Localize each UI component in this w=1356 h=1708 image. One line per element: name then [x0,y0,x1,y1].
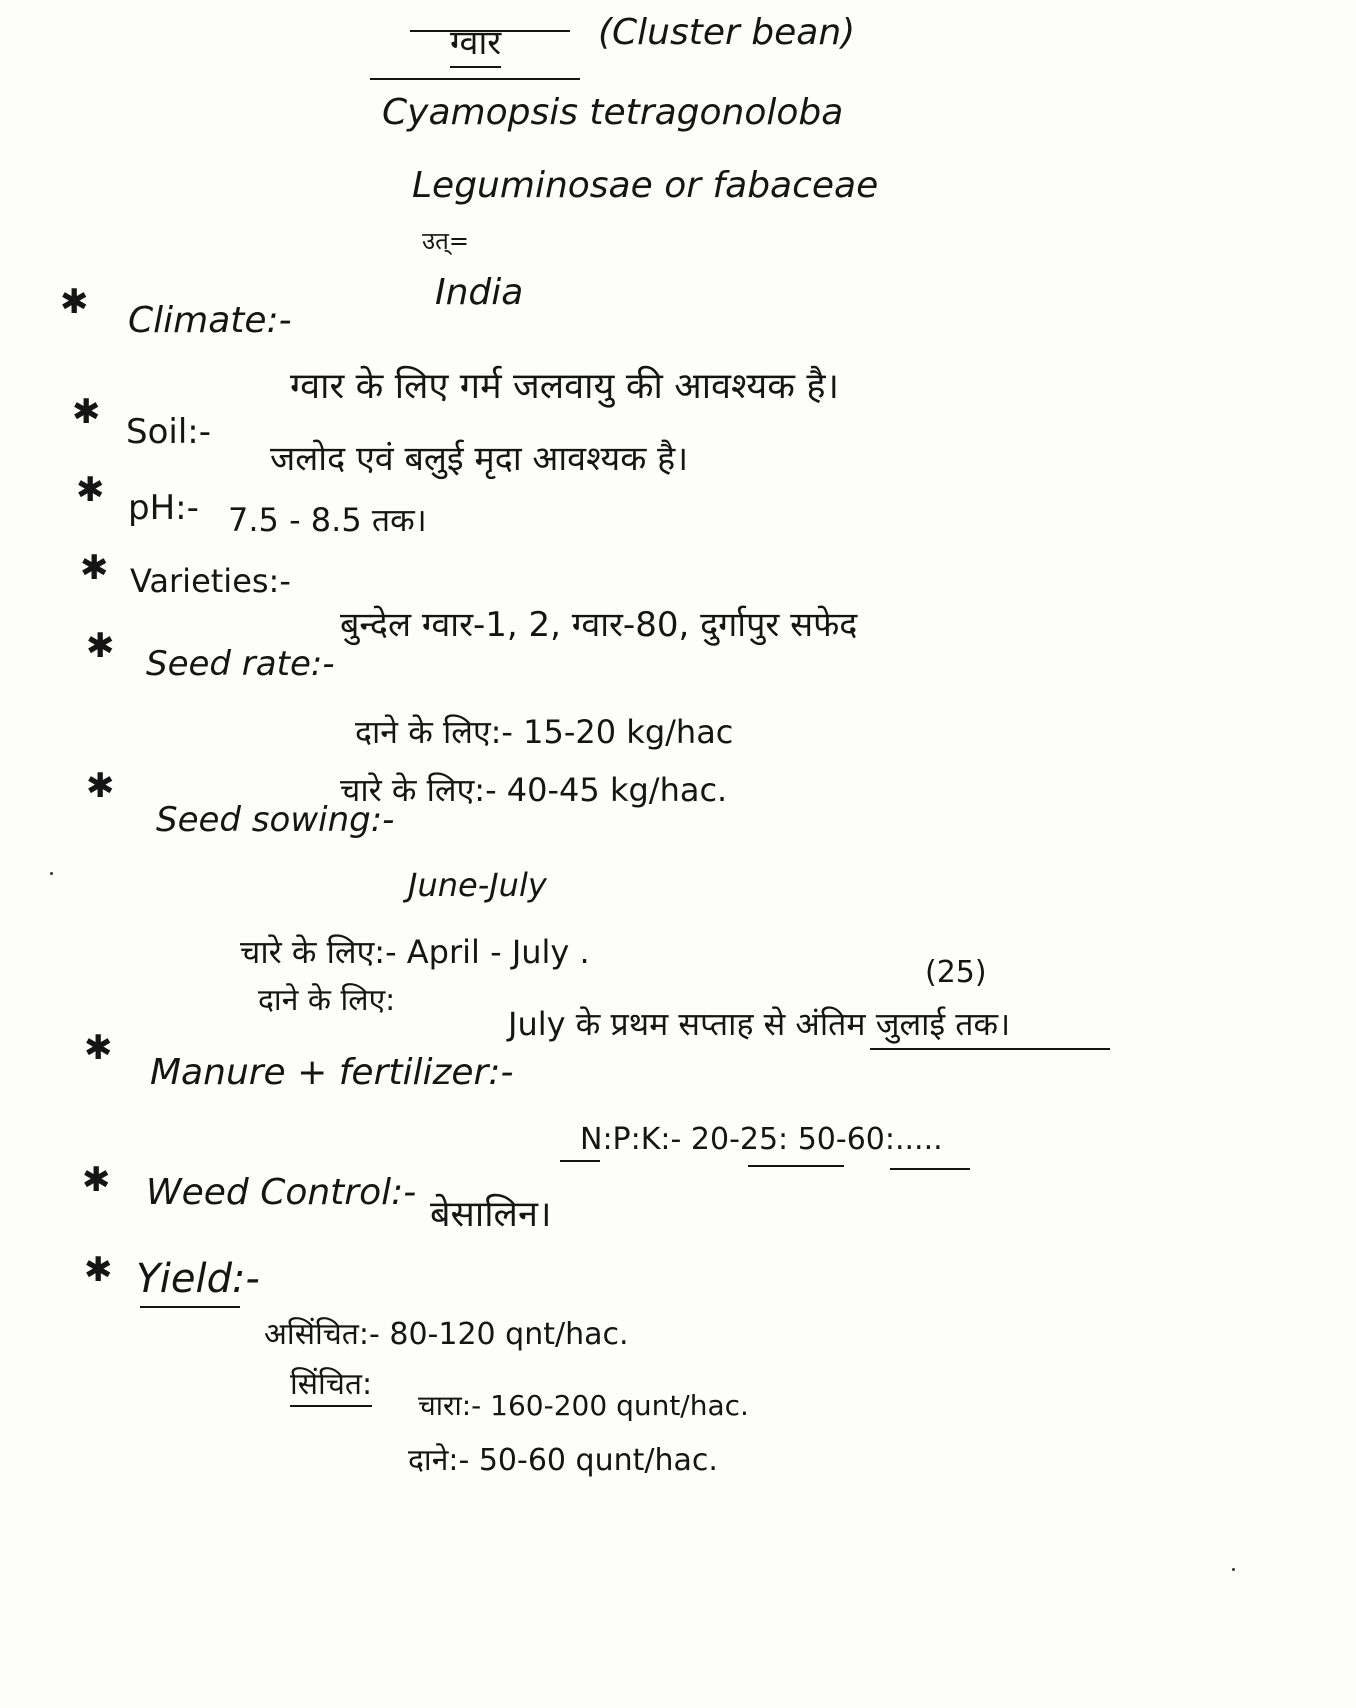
varieties-label: Varieties:- [130,562,291,600]
botanical-name: Cyamopsis tetragonoloba [382,92,844,133]
manure-npk: N:P:K:- 20-25: 50-60:..... [580,1122,943,1157]
yield-irrigated-label: सिंचित: [290,1362,372,1407]
yield-label: Yield:- [136,1256,260,1302]
varieties-text: बुन्देल ग्वार-1, 2, ग्वार-80, दुर्गापुर सफेद [340,605,858,645]
seed-sowing-label: Seed sowing:- [156,800,395,840]
bullet-star-icon: ✱ [76,470,105,510]
ph-label: pH:- [128,488,199,528]
manure-label: Manure + fertilizer:- [150,1052,514,1093]
seed-sowing-season: June-July [408,866,547,904]
paper-speck [50,872,53,875]
seed-sowing-grain-text: July के प्रथम सप्ताह से अंतिम जुलाई तक। [508,1005,1011,1043]
yield-underline [140,1306,240,1308]
ph-text: 7.5 - 8.5 तक। [228,501,427,539]
yield-unirrigated: असिंचित:- 80-120 qnt/hac. [264,1317,629,1352]
seed-sowing-grain-label: दाने के लिए: [258,983,396,1018]
seed-rate-fodder: चारे के लिए:- 40-45 kg/hac. [340,771,728,809]
origin-value: India [435,272,524,313]
bullet-star-icon: ✱ [84,1250,113,1290]
climate-label: Climate:- [128,300,292,341]
seed-sowing-fodder: चारे के लिए:- April - July . [240,933,590,971]
bullet-star-icon: ✱ [86,766,115,806]
bullet-star-icon: ✱ [86,626,115,666]
seed-sowing-underline [870,1048,1110,1050]
npk-underline [748,1165,844,1167]
title-english: (Cluster bean) [598,12,856,53]
seed-rate-label: Seed rate:- [146,644,335,684]
origin-label: उत्= [422,227,469,255]
family-name: Leguminosae or fabaceae [412,165,879,206]
bullet-star-icon: ✱ [82,1160,111,1200]
paper-speck [1232,1568,1235,1571]
soil-label: Soil:- [126,412,211,452]
weed-text: बेसालिन। [430,1194,552,1235]
npk-underline [890,1168,970,1170]
title-underline [370,78,580,80]
seed-sowing-note: (25) [925,955,987,990]
bullet-star-icon: ✱ [72,392,101,432]
soil-text: जलोद एवं बलुई मृदा आवश्यक है। [270,439,689,479]
climate-text: ग्वार के लिए गर्म जलवायु की आवश्यक है। [290,366,840,407]
weed-label: Weed Control:- [146,1172,417,1213]
bullet-star-icon: ✱ [80,548,109,588]
bullet-star-icon: ✱ [60,282,89,322]
npk-underline [560,1160,600,1162]
yield-fodder: चारा:- 160-200 qunt/hac. [418,1389,749,1422]
bullet-star-icon: ✱ [84,1028,113,1068]
yield-grain: दाने:- 50-60 qunt/hac. [408,1443,718,1478]
title-hindi: ग्वार [450,18,501,68]
seed-rate-grain: दाने के लिए:- 15-20 kg/hac [355,713,734,751]
